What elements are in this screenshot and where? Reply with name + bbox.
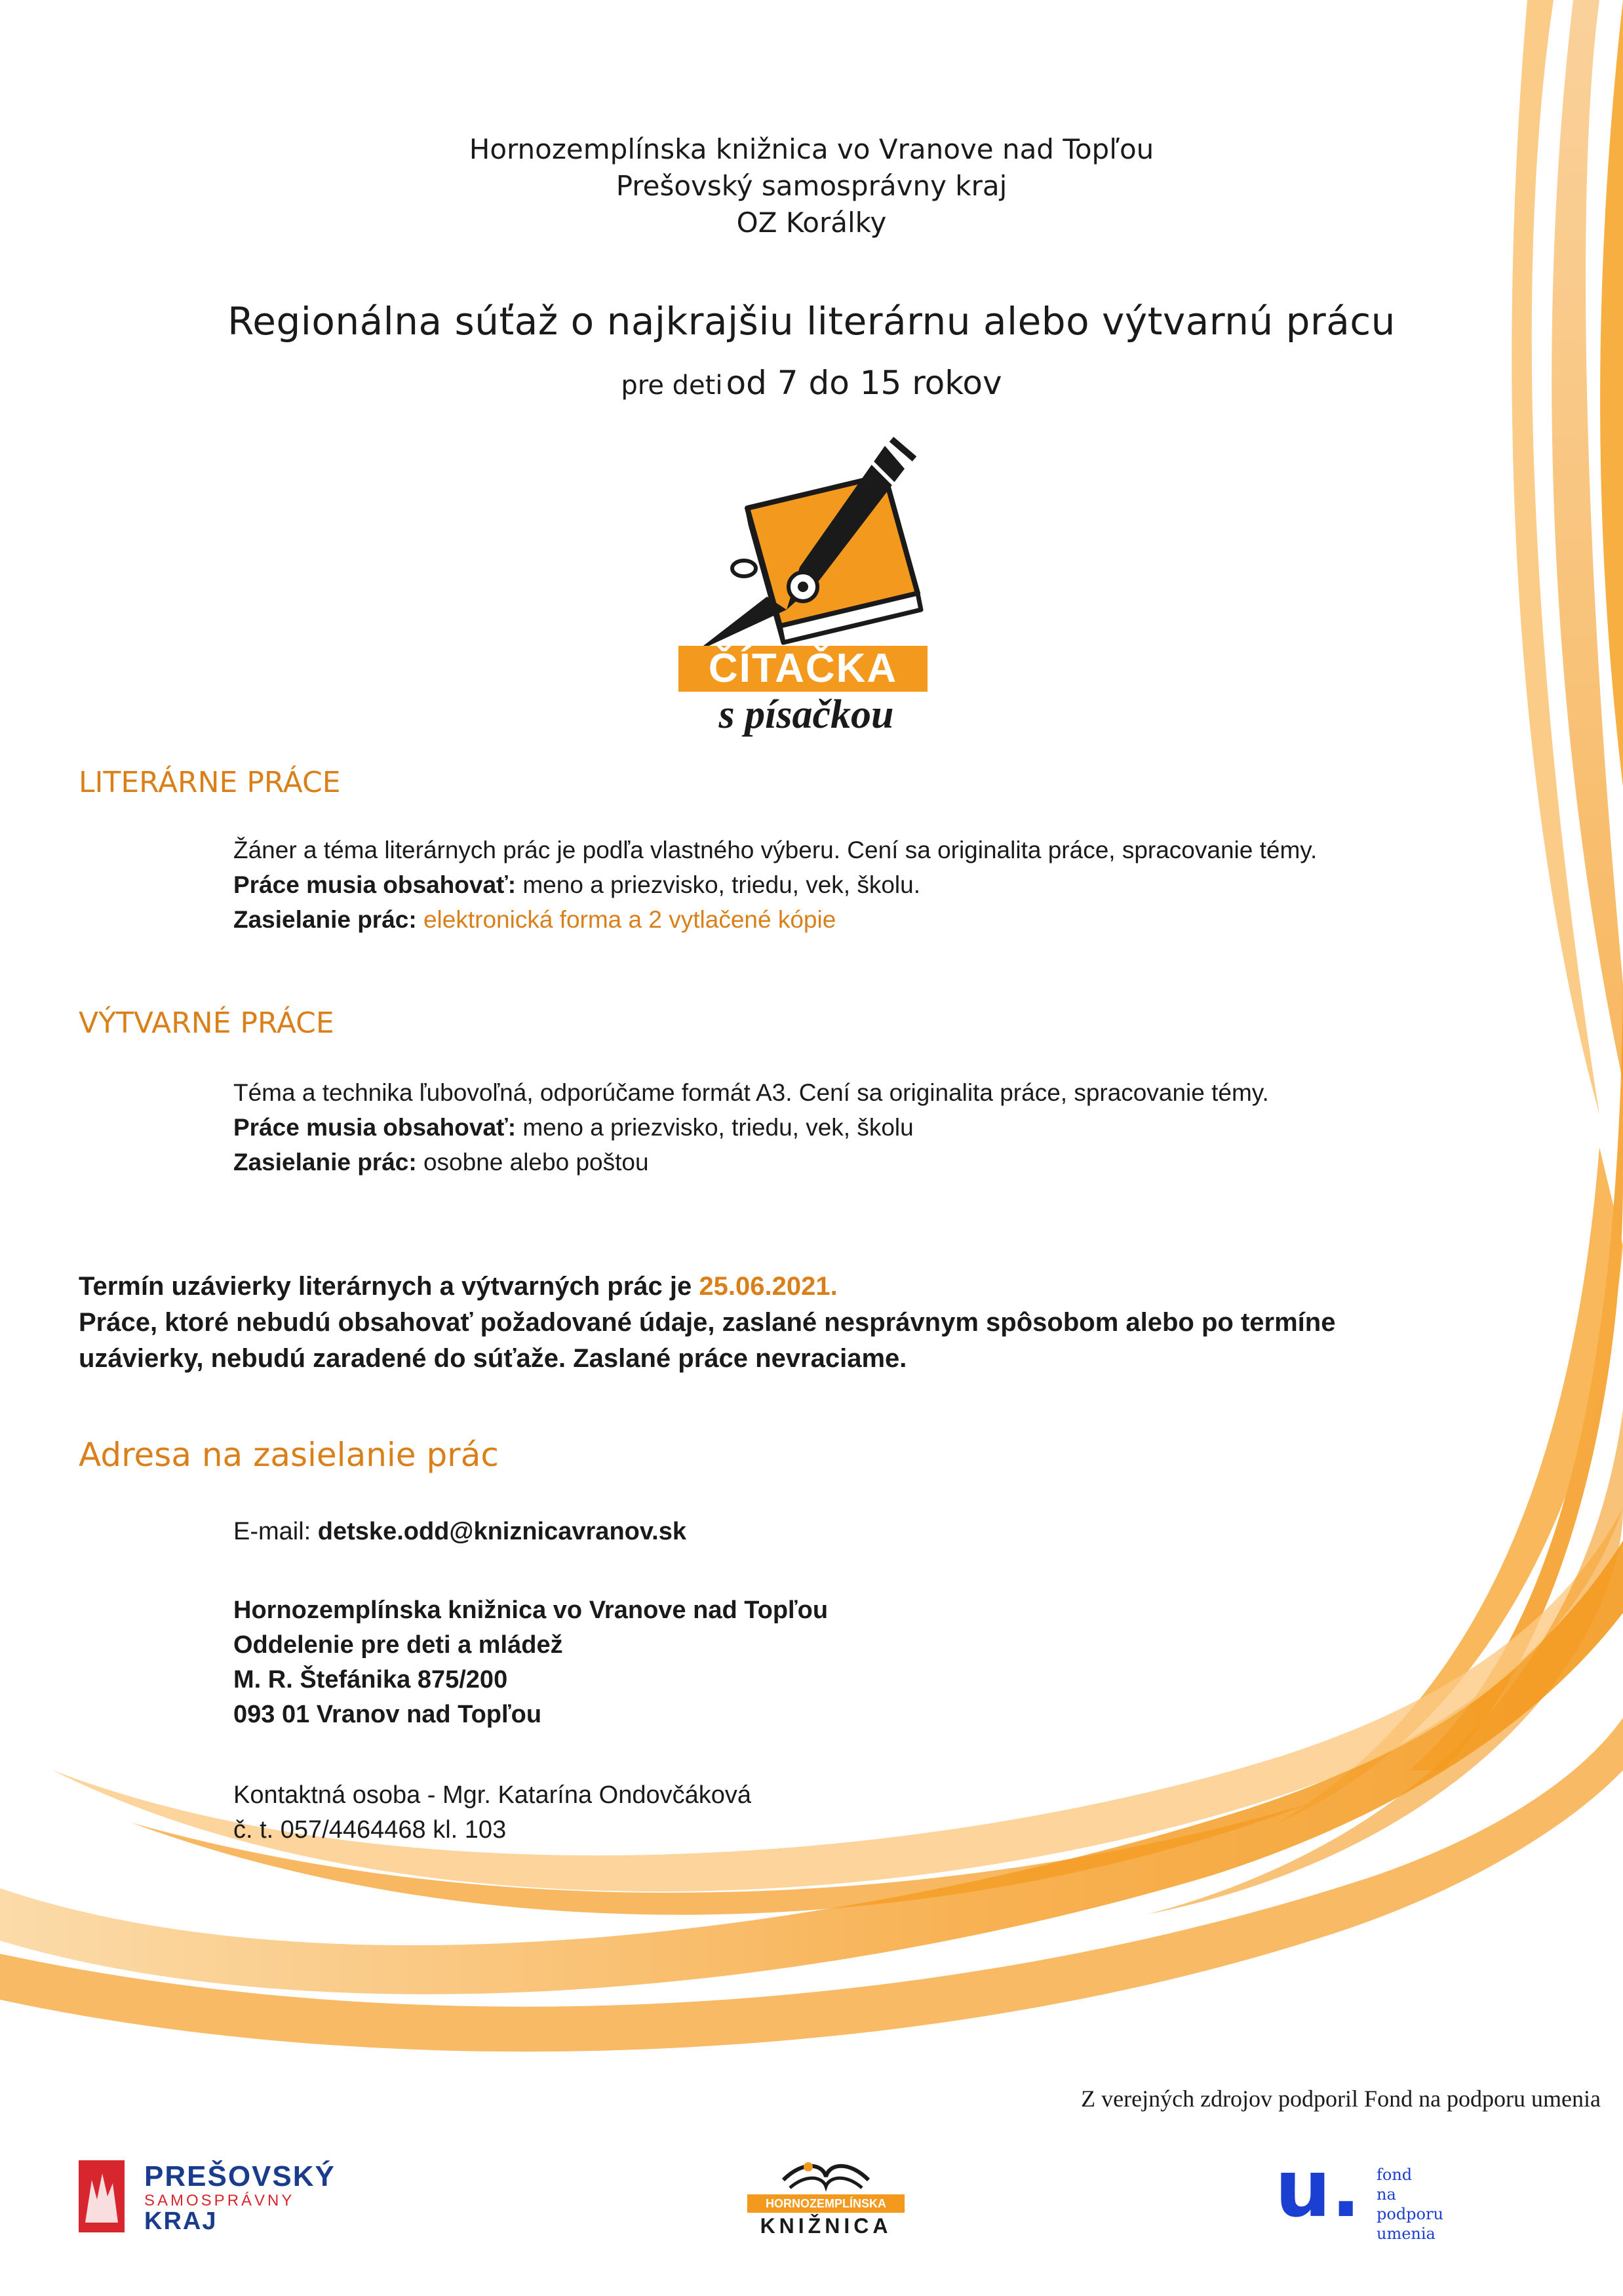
book-pen-icon [669,429,957,665]
art-details [233,1075,1269,1179]
fpu-text: fond na podporu umenia [1377,2166,1443,2243]
contact-person: Kontaktná osoba - Mgr. Katarína Ondovčáková [233,1781,752,1809]
contact-phone: č. t. 057/4464468 kl. 103 [233,1816,507,1844]
literary-heading: LITERÁRNE PRÁCE [79,766,341,799]
deadline-note: Práce, ktoré nebudú obsahovať požadované údaje, zaslané nesprávnym spôsobom alebo po termíne uzávierky, nebudú zaradené do súťaže. Zaslané práce nevraciame. [79,1308,1336,1373]
art-submission: Zasielanie prác: osobne alebo poštou [233,1149,649,1176]
open-book-icon [777,2154,875,2193]
citacka-logo [669,429,957,738]
address-heading: Adresa na zasielanie prác [79,1436,499,1474]
logo-tagline: s písačkou [718,692,894,737]
psk-logo [79,2160,406,2235]
fpu-logo [1275,2144,1443,2243]
postal-address [233,1593,828,1732]
address-dept: Oddelenie pre deti a mládež [233,1631,563,1659]
psk-line3: KRAJ [144,2207,218,2235]
subtitle-prefix: pre deti [621,370,723,401]
psk-line1: PREŠOVSKÝ [144,2160,336,2192]
literary-submission: Zasielanie prác: elektronická forma a 2 vytlačené kópie [233,906,836,933]
library-line2: KNIŽNICA [760,2214,892,2238]
deadline-line: Termín uzávierky literárnych a výtvarných prác je 25.06.2021. [79,1272,838,1301]
organizers-block [0,131,1623,241]
fpu-mark: u. [1275,2144,1361,2235]
deadline-date: 25.06.2021. [699,1272,838,1301]
sponsor-note: Z verejných zdrojov podporil Fond na podporu umenia [1081,2086,1601,2112]
address-street: M. R. Štefánika 875/200 [233,1666,508,1693]
psk-line2: SAMOSPRÁVNY [144,2192,295,2209]
contact-block [233,1778,751,1848]
address-email-row: E-mail: detske.odd@kniznicavranov.sk [233,1518,687,1545]
literary-requirements: Práce musia obsahovať: meno a priezvisko, triedu, vek, školu. [233,871,921,898]
psk-emblem-icon [79,2160,125,2232]
email-link[interactable]: detske.odd@kniznicavranov.sk [317,1518,687,1545]
organizer-region: Prešovský samosprávny kraj [616,170,1007,202]
age-subtitle [0,364,1623,402]
literary-details [233,833,1317,937]
organizer-library: Hornozemplínska knižnica vo Vranove nad Topľou [469,133,1154,165]
literary-genre: Žáner a téma literárnych prác je podľa vlastného výberu. Cení sa originalita práce, spracovanie témy. [233,837,1318,863]
organizer-oz: OZ Korálky [736,207,887,239]
art-heading: VÝTVARNÉ PRÁCE [79,1006,334,1040]
deadline-block [79,1269,1422,1377]
competition-title: Regionálna súťaž o najkrajšiu literárnu alebo výtvarnú prácu [227,299,1396,344]
subtitle-ages: od 7 do 15 rokov [726,364,1002,402]
library-logo [741,2154,911,2246]
art-requirements: Práce musia obsahovať: meno a priezvisko, triedu, vek, školu [233,1114,914,1141]
logo-name: ČÍTAČKA [678,646,928,692]
address-org: Hornozemplínska knižnica vo Vranove nad Topľou [233,1596,829,1624]
art-technique: Téma a technika ľubovoľná, odporúčame formát A3. Cení sa originalita práce, spracovanie témy. [233,1079,1269,1106]
library-line1: HORNOZEMPLÍNSKA [747,2194,905,2213]
address-city: 093 01 Vranov nad Topľou [233,1701,542,1728]
